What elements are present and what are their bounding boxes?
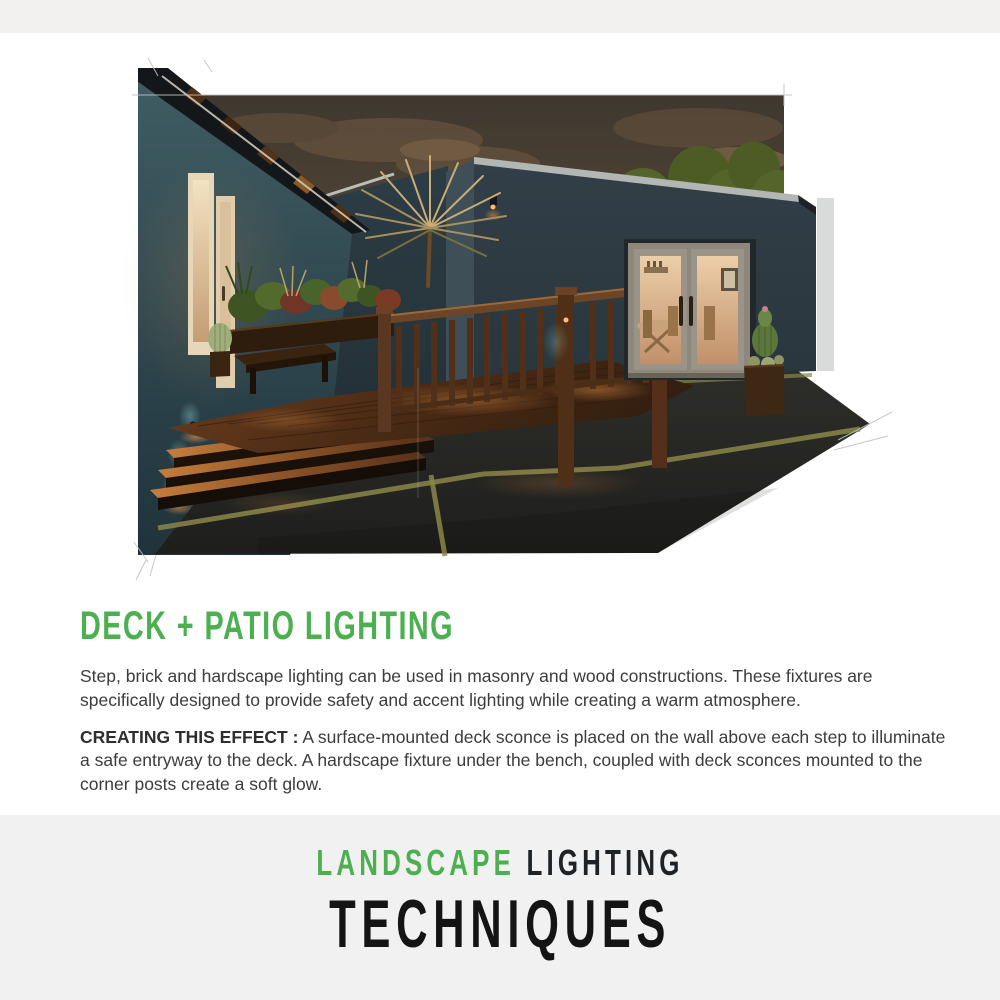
content-section (80, 604, 946, 797)
footer-band (0, 815, 1000, 1000)
brand-line (0, 842, 1000, 884)
section-paragraph-2 (80, 726, 946, 797)
top-bar (0, 0, 1000, 33)
effect-text: A surface-mounted deck sconce is placed on the wall above each step to illuminate a safe entryway to the deck. A hardscape fixture under the bench, coupled with deck sconces mounted to the corner posts create a soft glow. (80, 726, 946, 795)
deck-render-illustration (138, 68, 870, 570)
brand-word-lighting: LIGHTING (526, 842, 684, 883)
section-heading: DECK + PATIO LIGHTING (80, 604, 454, 648)
effect-label: CREATING THIS EFFECT : (80, 726, 299, 747)
deck-render-figure (138, 68, 870, 570)
brand-title: TECHNIQUES (329, 886, 671, 962)
section-paragraph-1: Step, brick and hardscape lighting can be used in masonry and wood constructions. These fixtures are specifically designed to provide safety and accent lighting while creating a warm atmosphere. (80, 666, 873, 710)
brand-word-landscape: LANDSCAPE (316, 842, 516, 883)
left-window (188, 173, 214, 355)
french-doors (624, 239, 756, 380)
side-panel (817, 198, 834, 371)
brand-title-line (0, 885, 1000, 963)
